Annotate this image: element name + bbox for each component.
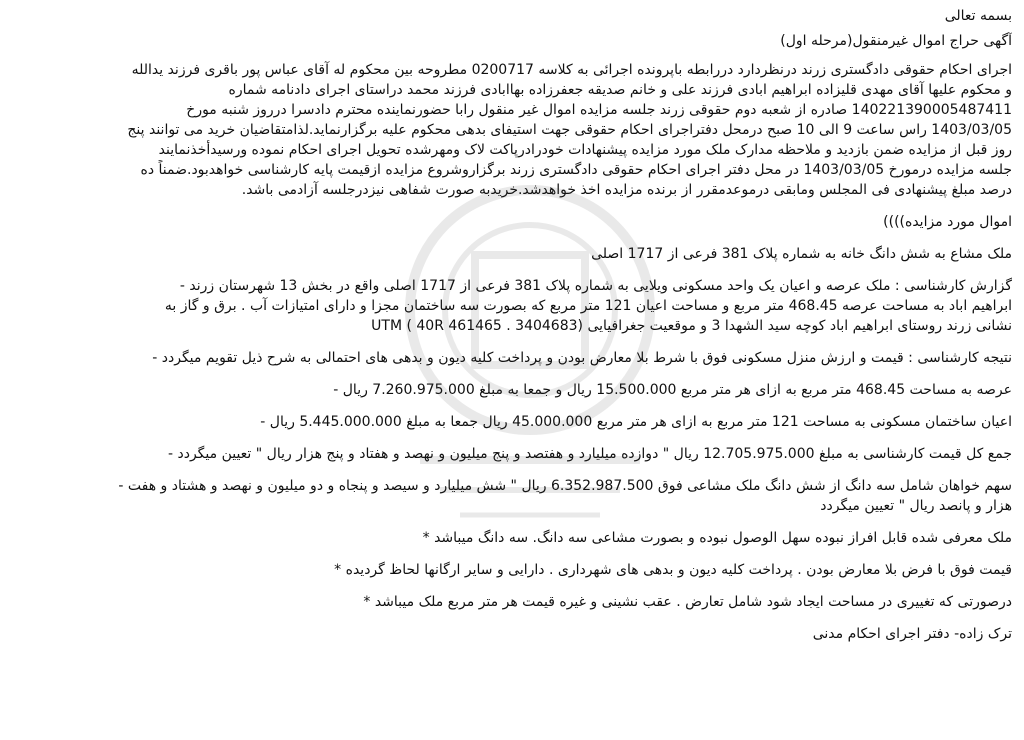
expert-result: نتیجه کارشناسی : قیمت و ارزش منزل مسکونی فوق با شرط بلا معارض بودن و پرداخت کلیه دیون و بدهی های احتمالی به شرح ذیل تقویم میگردد - — [152, 350, 1012, 366]
intro-line: اجرای احکام حقوقی دادگستری زرند درنظردارد دررابطه باپرونده اجرائی به کلاسه 0200717 مطروحه بین محکوم له آقای عباس پور باقری فرزند یدالله — [131, 62, 1012, 78]
section-heading: اموال مورد مزایده)))) — [883, 214, 1012, 230]
intro-line: جلسه مزایده درمورخ 1403/03/05 در محل دفتر اجرای احکام حقوقی دادگستری زرند برگزاروشروع مزایده ازقیمت پایه کارشناسی خواهدبود.ضمناً ده — [140, 162, 1012, 178]
intro-line: 140221390005487411 صادره از شعبه دوم حقوقی زرند جلسه مزایده اموال غیر منقول رابا حضورنماینده محترم دادسرا درروز شنبه مورخ — [186, 102, 1012, 118]
total-valuation: جمع کل قیمت کارشناسی به مبلغ 12.705.975.000 ریال " دوازده میلیارد و هفتصد و پنج میلیون و نهصد و هفتاد و پنج هزار ریال " تعیین میگردد - — [167, 446, 1012, 462]
report-line: ابراهیم اباد به مساحت عرصه 468.45 متر مربع و مساحت اعیان 121 متر مربع که بصورت سه ساختمان مجزا و دارای امتیازات آب . برق و گاز به — [164, 298, 1012, 314]
land-valuation: عرصه به مساحت 468.45 متر مربع به ازای هر متر مربع 15.500.000 ریال و جمعا به مبلغ 7.260.975.000 ریال - — [333, 382, 1012, 398]
share-line: هزار و پانصد ریال " تعیین میگردد — [820, 498, 1012, 514]
intro-line: 1403/03/05 راس ساعت 9 الی 10 صبح درمحل دفتراجرای احکام حقوقی جهت استیفای بدهی محکوم علیه برگزارنماید.لذامتقاضیان خرید می توانند پنج — [127, 122, 1012, 138]
intro-line: و محکوم علیها آقای مهدی قلیزاده ابراهیم ابادی فرزند علی و خانم صدیقه جعفرزاده بهاابادی فرزند محمد دراستای اجرای دادنامه شماره — [228, 82, 1012, 98]
share-line: سهم خواهان شامل سه دانگ از شش دانگ ملک مشاعی فوق 6.352.987.500 ریال " شش میلیارد و سیصد و پنجاه و دو میلیون و نهصد و هشتاد و هفت - — [118, 478, 1012, 494]
signature: ترک زاده- دفتر اجرای احکام مدنی — [812, 626, 1012, 642]
note-item: درصورتی که تغییری در مساحت ایجاد شود شامل تعارض . عقب نشینی و غیره قیمت هر متر مربع ملک میباشد * — [363, 594, 1012, 610]
expert-report — [10, 276, 1012, 336]
document-title: آگهی حراج اموال غیرمنقول(مرحله اول) — [780, 33, 1012, 49]
plaintiff-share — [10, 476, 1012, 516]
property-description: ملک مشاع به شش دانگ خانه به شماره پلاک 381 فرعی از 1717 اصلی — [591, 246, 1012, 262]
note-item: قیمت فوق با فرض بلا معارض بودن . پرداخت کلیه دیون و بدهی های شهرداری . دارایی و سایر ارگانها لحاظ گردیده * — [334, 562, 1012, 578]
intro-line: روز قبل از مزایده ضمن بازدید و ملاحظه مدارک ملک مورد مزایده پیشنهادات خودرادرپاکت لاک ومهرشده تحویل اجرای احکام نموده ورسیدأخذنمایند — [158, 142, 1012, 158]
note-item: ملک معرفی شده قابل افراز نبوده سهل الوصول نبوده و بصورت مشاعی سه دانگ. سه دانگ میباشد * — [422, 530, 1012, 546]
report-line: گزارش کارشناسی : ملک عرصه و اعیان یک واحد مسکونی ویلایی به شماره پلاک 381 فرعی از 1717 اصلی واقع در بخش 13 شهرستان زرند - — [179, 278, 1012, 294]
intro-paragraph — [10, 60, 1012, 200]
basmala: بسمه تعالی — [944, 8, 1012, 24]
report-line: نشانی زرند روستای ابراهیم اباد کوچه سید الشهدا 3 و موقعیت جغرافیایی UTM ( 40R 461465 . 3404683) — [371, 318, 1012, 334]
building-valuation: اعیان ساختمان مسکونی به مساحت 121 متر مربع به ازای هر متر مربع 45.000.000 ریال جمعا به مبلغ 5.445.000.000 ریال - — [260, 414, 1012, 430]
intro-line: درصد مبلغ پیشنهادی فی المجلس ومابقی درموعدمقرر از برنده مزایده اخذ خواهدشد.خریدبه صورت شفاهی نیزدرجلسه آزادمی باشد. — [241, 182, 1012, 198]
